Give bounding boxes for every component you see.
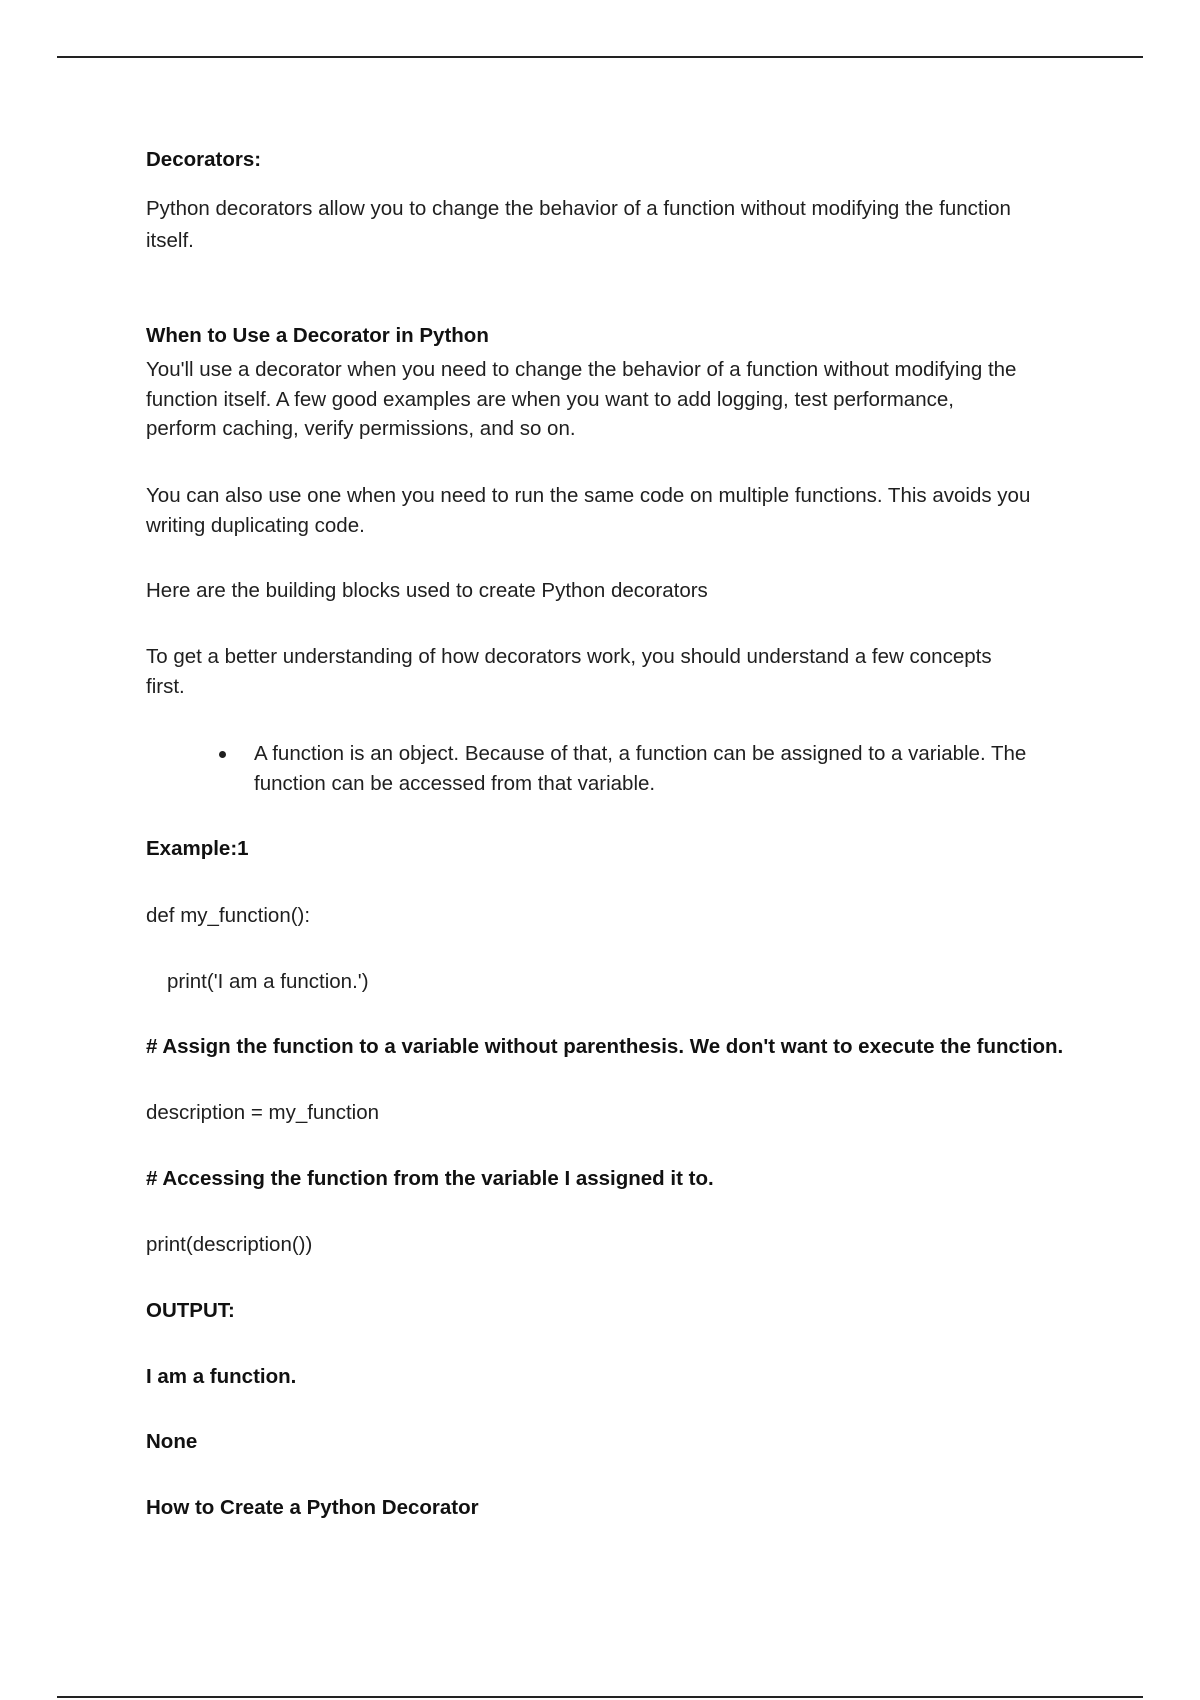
heading-decorators: Decorators: (146, 148, 262, 171)
output-line-1: I am a function. (146, 1365, 297, 1388)
bottom-rule (57, 1696, 1143, 1698)
understanding-line-1: To get a better understanding of how decorators work, you should understand a few concepts (146, 645, 992, 668)
heading-example: Example:1 (146, 837, 249, 860)
when-para-line-2: function itself. A few good examples are when you want to add logging, test performance, (146, 388, 954, 411)
intro-line-2: itself. (146, 229, 194, 252)
also-para-line-2: writing duplicating code. (146, 514, 365, 537)
also-para-line-1: You can also use one when you need to run the same code on multiple functions. This avoids you (146, 484, 1031, 507)
intro-line-1: Python decorators allow you to change the behavior of a function without modifying the function (146, 197, 1011, 220)
when-para-line-1: You'll use a decorator when you need to change the behavior of a function without modifying the (146, 358, 1017, 381)
output-line-2: None (146, 1430, 198, 1453)
bullet-line-1: A function is an object. Because of that, a function can be assigned to a variable. The (254, 742, 1027, 765)
heading-create-decorator: How to Create a Python Decorator (146, 1496, 479, 1519)
top-rule (57, 56, 1143, 58)
bullet-line-2: function can be accessed from that variable. (254, 772, 656, 795)
code-call-line: print(description()) (146, 1233, 313, 1256)
understanding-line-2: first. (146, 675, 185, 698)
building-blocks-text: Here are the building blocks used to create Python decorators (146, 579, 708, 602)
comment-assign: # Assign the function to a variable without parenthesis. We don't want to execute the function. (146, 1035, 1064, 1058)
when-para-line-3: perform caching, verify permissions, and so on. (146, 417, 576, 440)
heading-output: OUTPUT: (146, 1299, 235, 1322)
heading-when-to-use: When to Use a Decorator in Python (146, 324, 489, 347)
code-assign-line: description = my_function (146, 1101, 380, 1124)
bullet-dot-icon (219, 751, 226, 758)
comment-access: # Accessing the function from the variable I assigned it to. (146, 1167, 714, 1190)
code-def-line: def my_function(): (146, 904, 311, 927)
code-print-line: print('I am a function.') (167, 970, 369, 993)
